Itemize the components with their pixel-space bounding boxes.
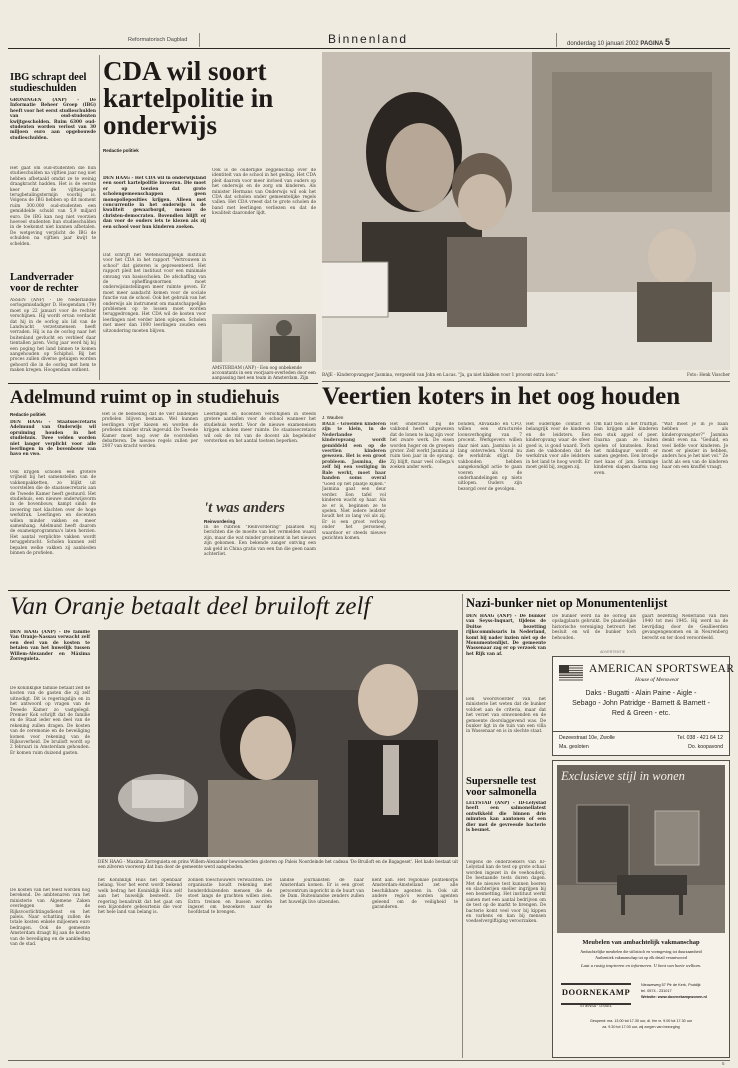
salmonella-body: Volgens de onderzoekers van ID-Lelystad kan de test op grote schaal worden ingezet in de veehouderij. De bestaande tests duren dagen. Met de nieuwe test kunnen boeren en slachterijen sneller ingrijpen bij een besmetting. Het instituut werkt samen met een aantal bedrijven om de test op de markt te brengen. De bacterie komt veel voor bij kippen en varkens en kan bij mensen voedselvergiftiging veroorzaken.	[466, 860, 546, 925]
veertien-body-col2: Het onderzoek bij de vakbond heeft uitgewezen dat de lonen te laag zijn voor het zware werk. De eisen worden hoger en de groepen groter. Zelf werkt Jasmina al ruim tien jaar in de opvang. Zij blijft, maar veel collega's zoeken ander werk.	[390, 422, 454, 471]
cda-photo	[212, 314, 316, 362]
wasanders-sub: Reinvordering	[204, 519, 236, 524]
bunker-body: Een woordvoerder van het ministerie liet weten dat de bunker voldoet aan de criteria, maar dat het verzet van omwonenden en de gemeente doorslaggevend was. De bunker ligt in de tuin van een villa in Wassenaar en is in slechte staat.	[466, 697, 546, 735]
oranje-photo-graphic	[98, 630, 458, 857]
footer-folio: 5	[722, 1061, 725, 1066]
bunker-body-2: De bunker werd na de oorlog als opslagplaats gebruikt. De plaatselijke historische vereniging betreurt het besluit en wil de bunker toch behouden.	[552, 614, 636, 641]
ad-doornekamp-addr1: Nieuweweg 57 Ptr de Kerk, Poddijk	[641, 983, 701, 987]
ad-sportswear-phone: Tel. 038 - 421 64 12	[677, 735, 723, 741]
adelmund-headline: Adelmund ruimt op in studiehuis	[10, 387, 280, 408]
masthead-divider-right	[556, 33, 557, 47]
ad-doornekamp-line1: Ambachtelijke meubelen die stilistisch en vormgeving tot duurzaamheid	[580, 949, 702, 954]
ad-doornekamp-banner: Exclusieve stijl in wonen	[561, 769, 685, 783]
ad-sportswear-brands	[553, 689, 729, 719]
ad-doornekamp	[552, 760, 730, 1058]
brands-line-1: Daks - Bugatti - Alain Paine - Aigle -	[585, 690, 697, 697]
cda-body-2: Ook is de ouderlijke zeggenschap over de identiteit van de school in het geding. Het CDA pleit daarom voor meer invloed van ouders op het onderwijs en de zorg om kinderen. Als minister Hermans van Onderwijs wil ook het CDA dat scholen onder gemeentelijke regels vallen. Het CDA vreest dat te grote scholen de band met leerlingen verliezen en dat de kwaliteit daaronder lijdt.	[212, 168, 316, 217]
ad-doornekamp-photo	[557, 765, 725, 933]
veertien-headline: Veertien koters in het oog houden	[322, 383, 681, 410]
wasanders-header: 't was anders	[204, 500, 285, 516]
ad-sportswear-hours-left: Ma. gesloten	[559, 744, 589, 750]
veertien-body-col4: Het ouderlijke contact is belangrijk voor de kinderen en de leidsters. Een kinderopvang waar de sfeer goed is, is goud waard. Toch zien de vakbonden dat de werkdruk voor alle leidsters in het land te hoog wordt. Er moet geld bij, zeggen zij.	[526, 422, 590, 471]
veertien-body-col1: BALE - Groeiden kinderen zijn te klein, in de Nederlandse kinderopvang wordt gemiddeld een op de veertien kinderen gewezen. Het is een groot probleem. Jasmina, die zelf bij een vestiging in Bale werkt, moet haar handen soms overal	[322, 422, 386, 480]
masthead-rule	[8, 48, 730, 49]
oranje-photo	[98, 630, 458, 857]
ibg-headline: IBG schrapt deel studieschulden	[10, 72, 87, 94]
section-title: Binnenland	[328, 32, 409, 46]
rule-above-adelmund	[8, 383, 318, 384]
ad-doornekamp-hours2: za. 9.30 tot 17.00 uur, wij zorgen van bezorging	[602, 1025, 680, 1029]
oranje-body-2: De kosten van het feest worden nog berekend. De ambtenaren van het ministerie van Algemene Zaken overleggen met de Rijksvoorlichtingsdienst en het paleis. Naar schatting zullen de totale kosten enkele miljoenen euro bedragen. Ook de gemeente Amsterdam draagt bij aan de kosten van de beveiliging en de aankleding van de stad.	[10, 888, 90, 948]
wasanders-body: In de rubriek "Reinvordering" plaatsen wij berichten die de moeite van het vermelden waard zijn, maar die wat minder prominent in het nieuws zijn gekomen. Een bekende zanger ontving een zak geld in China gratis van een fan die geen naam achterliet.	[204, 525, 316, 558]
date-text: donderdag 10 januari 2002	[567, 41, 639, 47]
column-divider-right	[462, 594, 463, 1058]
kinderopvang-photo-credit: Foto: Henk Visscher	[687, 372, 730, 377]
adelmund-body-3: Leerlingen en docenten verschijnen in steeds grotere aantallen voor de school wanneer het studiehuis werkt. Voor de nieuwe exameneisen krijgen scholen meer ruimte. De staatssecretaris wil ook de rol van de docent als begeleider versterken en het aantal toetsen beperken.	[204, 412, 316, 445]
oranje-lead: DEN HAAG (ANP) - De familie Van Oranje-Nassau verwacht zelf een deel van de kosten te betalen van het huwelijk tussen Willem-Alexander en Máxima Zorreguieta.	[10, 630, 90, 663]
ad-doornekamp-addr2: tel. 0574 - 231017	[641, 989, 672, 993]
rule-above-oranje	[8, 590, 730, 591]
cda-source: Redactie politiek	[103, 148, 139, 153]
ad-sportswear-hours-right: Do. koopavond	[688, 744, 723, 750]
ad-doornekamp-line2: Authentiek vakmanschap tot op elk detail verantwoord	[595, 955, 687, 960]
kinderopvang-photo	[322, 52, 730, 370]
veertien-body-col3: bonden, Abvakabo en CFO, willen een structurele loonsverhoging van 7 procent. Werkgevers willen daar niet aan. Jasmina is al lang ontevreden. Vooral nu de werkdruk stijgt. De vakbonden hebben aangekondigd actie te gaan voeren als de onderhandelingen op niets uitlopen. Ouders zijn bezorgd over de gevolgen.	[458, 422, 522, 492]
oranje-body-3: het Koninklijk Huis het openbaar belang. Voor het eerst wordt bekend welk bedrag het Koninklijk Huis zelf aan het huwelijk besteedt. De regering benadrukt dat het gaat om een bijzondere gebeurtenis die voor het hele land van belang is.	[98, 878, 182, 916]
brands-line-2: Sebago - John Patridge - Barnett & Barnett -	[572, 700, 710, 707]
page-number: 5	[664, 37, 670, 47]
cda-lead: DEN HAAG - Het CDA wil in onderwijsland een soort kartelpolitie invoeren. Die moet er op toezien dat grote scholengemeenschappen geen monopolieposities krijgen. Alleen met concurrentie in het onderwijs is de kwaliteit gewaarborgd, menen de christen-democraten. Bovendien blijft er dan voor de ouders iets te kiezen als zij een school voor hun kinderen zoeken.	[103, 176, 206, 230]
oranje-body-5: landse journalisten de naar Amsterdam komen. Er is een groot perscentrum ingericht in de buurt van de Dam. Buitenlandse zenders zullen het huwelijk live uitzenden.	[280, 878, 364, 905]
ad-sportswear-tagline: House of Menswear	[635, 677, 679, 683]
bunker-body-3: gaart bezetting Nederland van mei 1940 tot mei 1945. Hij werd na de bevrijding door de Geallieerden gevangengenomen en in Neurenberg berecht en ter dood veroordeeld.	[642, 614, 728, 641]
oranje-body-6: kent aan. Het regionale politiekorps Amsterdam-Amstelland zet alle beschikbare agenten in. Ook uit andere regio's worden agenten geleend om de veiligheid te garanderen.	[372, 878, 458, 911]
oranje-headline: Van Oranje betaalt deel bruiloft zelf	[10, 593, 371, 620]
paper-name: Reformatorisch Dagblad	[128, 37, 188, 43]
veertien-body-col1b: "Goed op het plaatje kijken." Jasmina gaat een deur verder. Een tafel vol kinderen wacht op haar. Als ze er is, beginnen ze te spelen. Niet iedere leidster houdt het zo lang vol als zij. Er is een groot verloop onder het personeel, waardoor er steeds nieuwe gezichten komen.	[322, 482, 386, 542]
ad-doornekamp-web: Website: www.doornekampwonen.nl	[641, 995, 707, 999]
rule-above-veertien	[322, 381, 730, 382]
cda-photo-graphic	[212, 314, 316, 362]
ibg-body: Het gaat om oud-studenten die hun studieschulden na vijftien jaar nog niet hebben afbetaald omdat ze te weinig draagkracht hadden. Het is de eerste keer dat de vijftienjarige terugbetalingstermijn voorbij is. Volgens de IBG hebben op dit moment ruim 300.000 oud-studenten een gemiddelde schuld van 5,9 miljard euro. De IBG kan nog niet voorzien hoeveel studenten hun studieschulden in de toekomst niet kunnen afbetalen. De wetgeving verplicht de IBG de schulden na vijftien jaar kwijt te schelden.	[10, 166, 96, 247]
kinderopvang-photo-graphic	[322, 52, 730, 370]
bunker-lead: DEN HAAG (ANP) - De bunker van Seyss-Inquart, tijdens de Duitse bezetting rijkscommissaris in Nederland, komt bij nader inzien niet op de Monumentenlijst. De gemeente Wassenaar zag er op verzoek van het Rijk van af.	[466, 614, 546, 657]
wasanders-box	[204, 500, 316, 586]
ad-sportswear-name: AMERICAN SPORTSWEAR	[589, 663, 735, 675]
cda-body: Dat schrijft het Wetenschappelijk Instituut voor het CDA in het rapport "Vertrouwen in school" dat gisteren is gepresenteerd. Het rapport pleit het instituut voor een minimale omvang van basisscholen. De afschaffing van de opheffingsnormen moet onderwijsinstellingen meer ruimte geven. Er moet meer aandacht komen voor de sociale functie van de school. Ook het gebruik van het onderwijs als instrument om maatschappelijke problemen op te lossen moet worden teruggedrongen. Het CDA wil de kosten voor leerlingen niet verder laten oplopen. Scholen met meer dan 1000 leerlingen zouden een uitzondering moeten blijven.	[103, 253, 206, 334]
cda-headline: CDA wil soort kartelpolitie in onderwijs	[103, 56, 274, 140]
ibg-lead: GRONINGEN (ANP) - De Informatie Beheer Groep (IBG) heeft voor het eerst studieschulden van oud-studenten kwijtgescholden. Ruim 6300 oud-studenten worden verlost van 30 miljoen euro aan opgebouwde studieschulden.	[10, 98, 96, 141]
ad-doornekamp-tagline: Laat u rustig inspireren en informeren. U bent van harte welkom.	[581, 963, 701, 968]
interior-graphic	[557, 765, 725, 933]
veertien-byline: J. Wauben	[322, 415, 344, 420]
ad-doornekamp-hours1: Geopend: ma. 13.00 tot 17.30 uur, di. t/m vr. 9.00 tot 17.30 uur	[589, 1019, 693, 1023]
ad-doornekamp-logo: DOORNEKAMP	[561, 987, 631, 997]
veertien-body-col6: "Wat moet je in je baan hebben als kinderopvangster?" Jasmina denkt even na. "Geduld, en veel liefde voor kinderen. Je moet er plezier in hebben, anders hou je het niet vol." Ze lacht als een van de kinderen haar om een knuffel vraagt.	[662, 422, 728, 471]
cda-photo-caption: AMSTERDAM (ANP) - Een oog onbekende accountants in een voorjaars-overleden door een aanpassing met een team in Amsterdam. Zijn	[212, 365, 316, 381]
adelmund-lead: DEN HAAG - Staatssecretaris Adelmund van Onderwijs wil opruiming houden in het studiehuis. Twee velden worden niet langer verplicht voor alle leerlingen in de bovenbouw van havo en vwo.	[10, 420, 96, 458]
issue-date	[567, 37, 670, 47]
column-divider	[99, 55, 100, 380]
masthead-divider-left	[199, 33, 200, 47]
ad-doornekamp-title: Meubelen van ambachtelijk vakmanschap	[582, 939, 700, 946]
landverrader-headline: Landverrader voor de rechter	[10, 272, 79, 294]
ad-label: ADVERTENTIE	[600, 650, 626, 654]
salmonella-lead: LELYSTAD (ANP) - ID-Lelystad heeft een salmonellatest ontwikkeld die binnen drie minuten kan aantonen of een dier met de gevreesde bacterie is besmet.	[466, 801, 546, 834]
oranje-body: De koninklijke familie betaalt zelf de kosten van de gasten die zij zelf uitnodigt. Dit is regeringslijn en in het antwoord op vragen van de Tweede Kamer zo vastgelegd. Premier Kok schrijft dat de familie en de Staat ieder een deel van de rekening zullen dragen. De kosten van de ceremonie en de beveiliging komen voor rekening van de Rijksoverheid. De bruiloft wordt op 2 februari in Amsterdam gehouden. Er komen ruim duizend gasten.	[10, 686, 90, 756]
article-ibg	[10, 72, 96, 266]
adelmund-source: Redactie politiek	[10, 412, 46, 417]
oranje-photo-caption: DEN HAAG - Maxima Zorreguieta en prins Willem-Alexander bewonderden gisteren op Paleis Noordeinde het cadeau 'De Bruiloft en de Bagageset'. Het kado bestaat uit een zilveren voorwerp dat hun door de gemeente werd aangeboden.	[98, 859, 458, 870]
brands-line-3: Red & Green - etc.	[611, 710, 671, 717]
salmonella-headline: Supersnelle test voor salmonella	[466, 776, 537, 798]
ad-sportswear-address: Dezeestraat 10e, Zwolle	[559, 735, 615, 741]
footer-rule	[8, 1060, 730, 1061]
ad-doornekamp-logo-sub: STIENSA · IJSSEL	[579, 1004, 613, 1008]
article-landverrader	[10, 272, 96, 396]
us-flag-icon	[559, 665, 583, 681]
article-cda	[103, 58, 328, 153]
bunker-headline: Nazi-bunker niet op Monumentenlijst	[466, 596, 668, 610]
veertien-body-col5: Om half tien is het fruittijd. Dan krijgen alle kinderen een stuk appel of peer. Daarna gaan ze buiten spelen of knutselen. Rond het middaguur wordt er samen gegeten. Een broodje met kaas of jam. Sommige kinderen slapen daarna nog even.	[594, 422, 658, 476]
page-label: PAGINA	[640, 41, 664, 47]
ad-american-sportswear	[552, 656, 735, 756]
adelmund-body: Ook krijgen scholen een grotere vrijheid bij het samenstellen van de vakkenpakketten, zo blijkt uit voorstellen die de staatssecretaris aan de Tweede Kamer heeft gestuurd. Het studiehuis, een nieuwe onderwijsvorm in de bovenbouw, kampt sinds de invoering met klachten over de hoge werkdruk. Leerlingen en docenten willen minder vakken en meer samenhang. Adelmund heeft daarom de examenprogramma's laten herzien. Het aantal verplichte vakken wordt teruggebracht. Scholen kunnen zelf bepalen welke vakken zij aanbieden binnen de profielen.	[10, 470, 96, 557]
adelmund-body-2: Het is de bedoeling dat de vier landelijke profielen blijven bestaan. Wel kunnen leerlingen vrijer kiezen en worden de profielen minder strak ingevuld. De Tweede Kamer moet nog over de voorstellen debatteren. De nieuwe regels zullen per 2007 van kracht worden.	[102, 412, 198, 450]
ad-sportswear-divider	[553, 731, 729, 732]
kinderopvang-photo-caption: BAJE - Kinderopvangper Jasmina, vergezeld van John en Lucas. "Ja, ga niet klakken voor 1 procent extra loon."	[322, 372, 559, 377]
oranje-body-4: zonnen toeschouwers verwachten. De organisatie houdt rekening met honderdduizenden mensen die de stoet langs de grachten willen zien. Extra treinen en bussen worden ingezet om bezoekers naar de hoofdstad te brengen.	[188, 878, 272, 916]
landverrader-body: ASSEN (ANP) - De Nederlandse oorlogsmisdadiger D. Hoogendam (79) moet op 22 januari voor de rechter verschijnen. Hij wordt ervan verdacht dat hij in de oorlog als lid van de Landwacht verzetsmensen heeft verraden. Hij is na de oorlog naar het buitenland gevlucht en verbleef daar tientallen jaren. Vorig jaar werd hij bij een poging het land binnen te komen aangehouden op Schiphol. Bij het proces zullen diverse getuigen worden gehoord die in de oorlog met hem te maken kregen. Hoogendam ontkent.	[10, 298, 96, 374]
